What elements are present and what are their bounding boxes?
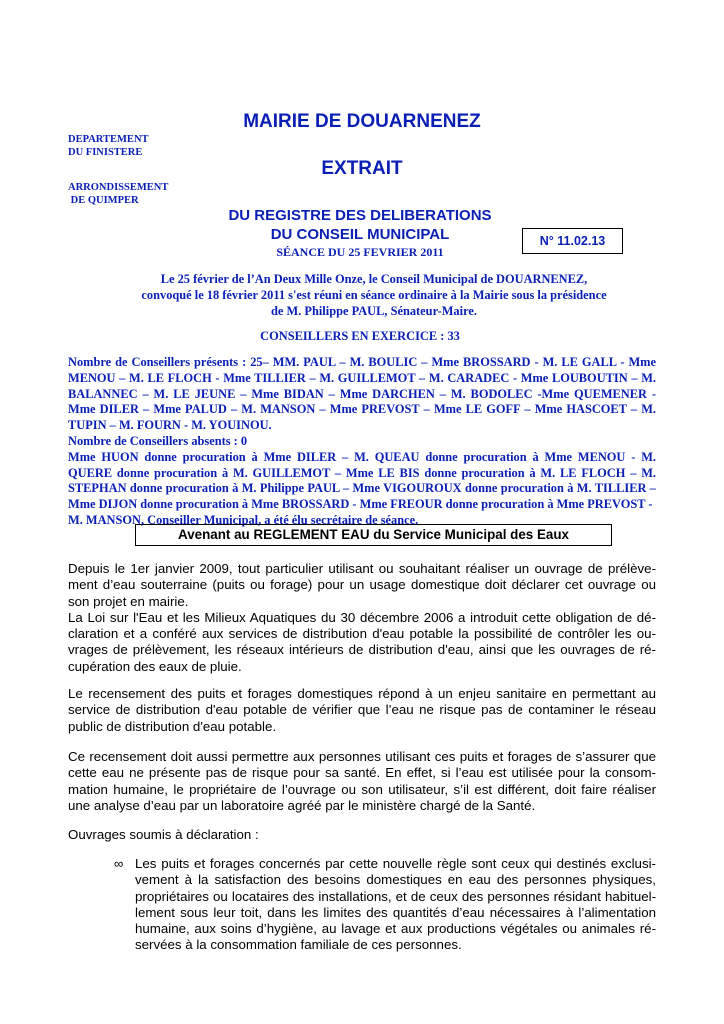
paragraph-5: Ouvrages soumis à déclaration : bbox=[68, 827, 259, 842]
mairie-title: MAIRIE DE DOUARNENEZ bbox=[243, 111, 481, 132]
intro-line-1: Le 25 février de l’An Deux Mille Onze, le Conseil Municipal de DOUARNENEZ, bbox=[160, 272, 588, 286]
paragraph-4: Ce recensement doit aussi permettre aux personnes utilisant ces puits et forages de s’assurer que cette eau ne présente pas de risque pour sa santé. En effet, si l’eau est utilisée pour la consom-mation humaine, le propriétaire de l’ouvrage ou son utilisateur, s’il est différent, doit faire réaliser une analyse d’eau par un laboratoire agréé par le ministère chargé de la Santé. bbox=[68, 749, 656, 813]
intro-line-2: convoqué le 18 février 2011 s'est réuni en séance ordinaire à la Mairie sous la présidence bbox=[141, 287, 607, 302]
paragraph-3: Le recensement des puits et forages domestiques répond à un enjeu sanitaire en permettant au service de distribution d'eau potable de vérifier que l’eau ne risque pas de contaminer le réseau public de distribution d'eau potable. bbox=[68, 686, 656, 734]
procurations-text: Mme HUON donne procuration à Mme DILER – M. QUEAU donne procuration à Mme MENOU - M. QUERE donne procuration à M. GUILLEMOT – Mme LE BIS donne procuration à M. LE FLOCH – M. STEPHAN donne procuration à M. Philippe PAUL – Mme VIGOUROUX donne procuration à M. TILLIER – Mme DIJON donne procuration à Mme BROSSARD - Mme FREOUR donne procuration à Mme PREVOST - bbox=[68, 449, 656, 512]
paragraph-1: Depuis le 1er janvier 2009, tout particulier utilisant ou souhaitant réaliser un ouvrage de prélève-ment d’eau souterraine (puits ou forage) pour un usage domestique doit déclarer cet ouvrage ou son projet en mairie. bbox=[68, 561, 656, 609]
registre-line-2: DU CONSEIL MUNICIPAL bbox=[270, 226, 450, 243]
presents-text: Nombre de Conseillers présents : 25– MM. PAUL – M. BOULIC – Mme BROSSARD - M. LE GALL - Mme MENOU – M. LE FLOCH - Mme TILLIER – M. GUILLEMOT – M. CARADEC - Mme LOUBOUTIN – M. BALANNEC – M. LE JEUNE – Mme BIDAN – Mme DARCHEN – M. BODOLEC -Mme QUEMENER - Mme DILER – Mme PALUD – M. MANSON – Mme PREVOST – Mme LE GOFF – Mme HASCOET – M. TUPIN – M. FOURN - M. YOUINOU. bbox=[68, 355, 656, 433]
seance-date: SÉANCE DU 25 FEVRIER 2011 bbox=[276, 245, 444, 259]
deliberation-number: N° 11.02.13 bbox=[522, 228, 623, 254]
attendance-block bbox=[68, 355, 656, 529]
conseillers-exercice: CONSEILLERS EN EXERCICE : 33 bbox=[260, 329, 460, 343]
paragraph-2: La Loi sur l'Eau et les Milieux Aquatiques du 30 décembre 2006 a introduit cette obligation de dé-claration et a conféré aux services de distribution d'eau potable la possibilité de contrôler les ou-vrages de prélèvement, les réseaux intérieurs de distribution d'eau, ainsi que les ouvrages de ré-cupération des eaux de pluie. bbox=[68, 609, 656, 674]
registre-title bbox=[180, 206, 540, 244]
intro-paragraph bbox=[100, 272, 648, 319]
bullet-icon: ∞ bbox=[114, 856, 124, 871]
subject-title: Avenant au REGLEMENT EAU du Service Municipal des Eaux bbox=[135, 524, 612, 546]
arrondissement-line-1: ARRONDISSEMENT bbox=[68, 182, 169, 193]
departement-line-2: DU FINISTERE bbox=[68, 147, 143, 158]
departement-line-1: DEPARTEMENT bbox=[68, 134, 149, 145]
arrondissement-block bbox=[68, 181, 168, 207]
body-paragraph-1 bbox=[68, 561, 656, 675]
intro-line-3: de M. Philippe PAUL, Sénateur-Maire. bbox=[271, 303, 477, 318]
extrait-title: EXTRAIT bbox=[321, 158, 403, 179]
departement-block bbox=[68, 133, 149, 159]
absents-text: Nombre de Conseillers absents : 0 bbox=[68, 433, 248, 448]
arrondissement-line-2: DE QUIMPER bbox=[68, 195, 139, 206]
bullet-item-1: Les puits et forages concernés par cette nouvelle règle sont ceux qui destinés exclusi-vement à la satisfaction des besoins domestiques en eau des personnes physiques, propriétaires ou locataires des installations, et de ceux des personnes résidant habituel-lement sous leur toit, dans les limites des quantités d’eau nécessaires à l’alimentation humaine, aux soins d’hygiène, au lavage et aux productions végétales ou animales ré-servées à la consommation familiale de ces personnes. bbox=[135, 856, 656, 953]
registre-line-1: DU REGISTRE DES DELIBERATIONS bbox=[228, 207, 492, 224]
secretaire-text: M. MANSON, Conseiller Municipal, a été élu secrétaire de séance. bbox=[68, 512, 419, 527]
